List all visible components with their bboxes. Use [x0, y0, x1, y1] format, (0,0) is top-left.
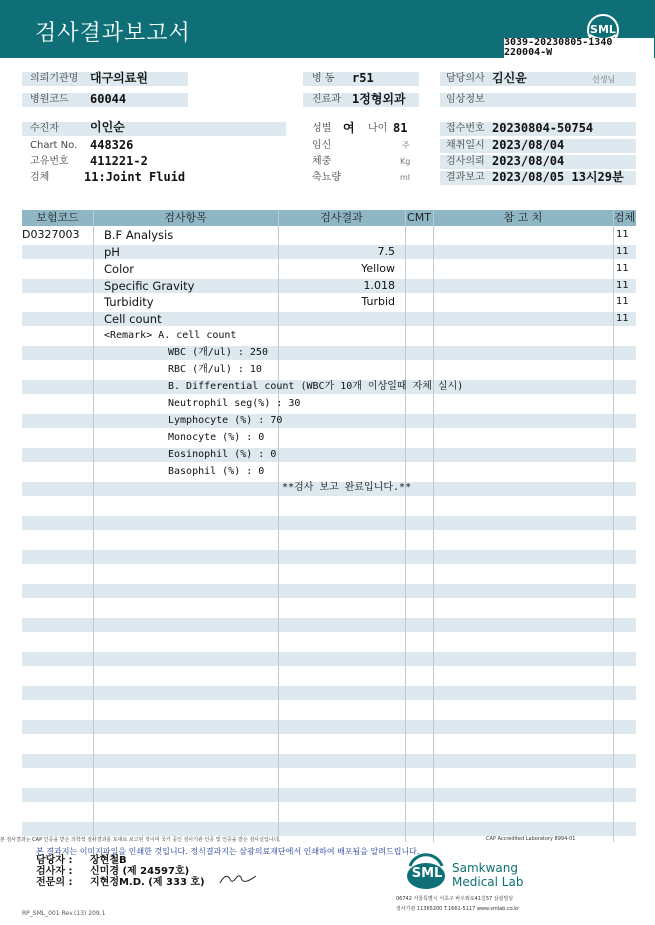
weight-unit: Kg [400, 157, 411, 166]
header-code: 보험코드 [36, 211, 79, 224]
col-divider [433, 210, 434, 842]
hospital-code-value: 60044 [90, 92, 127, 106]
lab-contact: 검사기관 11365200 T.1661-5117 www.smlab.co.kr [396, 906, 520, 912]
department-value: 1정형외과 [352, 92, 406, 106]
weight-label: 체중 [312, 156, 332, 167]
hospital-code-label: 병원코드 [30, 94, 69, 105]
remark-line: WBC (개/ul) : 250 [168, 347, 268, 358]
id-label: 고유번호 [30, 156, 69, 167]
signer-name: 장현철B [90, 855, 127, 866]
remark-line: Neutrophil seg(%) : 30 [168, 398, 301, 409]
col-divider [278, 210, 279, 842]
ward-value: r51 [352, 71, 374, 85]
report-reference: 3039-20230805-1340 220004-W [504, 38, 654, 58]
form-revision: RP_SML_001 Rev.(13) 209.1 [22, 910, 106, 917]
institution-value: 대구의료원 [90, 71, 148, 85]
patient-value: 이인순 [90, 120, 125, 134]
row-code: D0327003 [22, 228, 80, 241]
brand-name-line1: Samkwang [452, 861, 518, 875]
sex-label: 성별 [312, 123, 332, 134]
header-result: 검사결과 [320, 211, 363, 224]
table-stripe [22, 788, 636, 802]
row-result: Yellow [361, 262, 395, 275]
row-seq: 11 [616, 229, 629, 240]
ward-label: 병 동 [312, 73, 335, 84]
remark-line: Lymphocyte (%) : 70 [168, 415, 283, 426]
cap-note: CAP Accredited Laboratory 8994-01 [486, 836, 576, 842]
row-result: 7.5 [377, 245, 395, 258]
col-divider [613, 210, 614, 842]
doctor-suffix: 선생님 [592, 75, 616, 84]
patient-label: 수진자 [30, 123, 59, 134]
id-value: 411221-2 [90, 154, 148, 168]
table-stripe [22, 414, 636, 428]
age-label: 나이 [368, 123, 388, 134]
doctor-value: 김신윤 [492, 71, 527, 85]
receipt-label: 접수번호 [446, 123, 485, 134]
receipt-value: 20230804-50754 [492, 121, 594, 135]
table-stripe [22, 346, 636, 360]
pregnancy-label: 임신 [312, 140, 332, 151]
collected-value: 2023/08/04 [492, 138, 565, 152]
remark-line: Eosinophil (%) : 0 [168, 449, 277, 460]
row-seq: 11 [616, 296, 629, 307]
brand-name-line2: Medical Lab [452, 875, 524, 889]
lab-address: 06742 서울특별시 서초구 바우뫼로41길57 삼광빌딩 [396, 896, 514, 902]
signer-name: 신미경 (제 24597호) [90, 866, 190, 877]
reported-label: 결과보고 [446, 172, 485, 183]
specimen-label: 검체 [30, 172, 50, 183]
requested-label: 검사의뢰 [446, 156, 485, 167]
row-result: Turbid [361, 295, 395, 308]
signer-role: 전문의 : [36, 877, 73, 888]
table-stripe [22, 652, 636, 666]
row-name: Specific Gravity [104, 279, 195, 293]
collected-label: 채취일시 [446, 140, 485, 151]
header-item: 검사항목 [164, 211, 207, 224]
remark-line: RBC (개/ul) : 10 [168, 364, 262, 375]
row-name: Cell count [104, 312, 162, 326]
official-result-notice: 본 결과지는 이미지파일을 인쇄한 것입니다. 정식결과지는 삼광의료재단에서 인쇄하여 배포됨을 알려드립니다. [36, 847, 420, 856]
sex-value: 여 [343, 121, 355, 135]
signature-icon [218, 870, 258, 886]
remark-line: Monocyte (%) : 0 [168, 432, 265, 443]
header-specimen: 검체 [613, 211, 636, 224]
header-cmt: CMT [407, 211, 431, 224]
table-stripe [22, 822, 636, 836]
pregnancy-unit: 주 [402, 141, 410, 150]
row-seq: 11 [616, 246, 629, 257]
header-reference: 참 고 치 [503, 211, 543, 224]
chart-label: Chart No. [30, 140, 78, 151]
signer-role: 담당자 : [36, 855, 73, 866]
specimen-value: 11:Joint Fluid [84, 170, 186, 184]
table-stripe [22, 686, 636, 700]
row-name: Turbidity [104, 295, 154, 309]
clinical-label: 임상정보 [446, 94, 485, 105]
doctor-label: 담당의사 [446, 73, 485, 84]
table-stripe [22, 448, 636, 462]
row-name: Color [104, 262, 135, 276]
remark-line: Basophil (%) : 0 [168, 466, 265, 477]
department-label: 진료과 [312, 94, 341, 105]
institution-label: 의뢰기관명 [30, 73, 79, 84]
sml-brand-logo-text: SML [411, 866, 443, 881]
table-stripe [22, 618, 636, 632]
report-title: 검사결과보고서 [35, 21, 191, 46]
table-stripe [22, 516, 636, 530]
col-divider [405, 210, 406, 842]
accreditation-note: 본 검사결과는 CAP 인증을 받은 의학적 검사결과를 토대로 보고된 것이며 국가 공인 검사기관 인증 및 인증을 받은 검사실입니다. [0, 837, 281, 843]
chart-value: 448326 [90, 138, 134, 152]
row-seq: 11 [616, 313, 629, 324]
sml-logo-text: SML [590, 23, 616, 36]
col-divider [93, 210, 94, 842]
table-stripe [22, 550, 636, 564]
urine-label: 축뇨량 [312, 172, 341, 183]
row-name: pH [104, 245, 120, 259]
patient-bar [22, 122, 286, 136]
table-stripe [22, 754, 636, 768]
table-stripe [22, 720, 636, 734]
row-result: 1.018 [363, 279, 395, 292]
reported-value: 2023/08/05 13시29분 [492, 170, 624, 184]
signer-name: 지현정M.D. (제 333 호) [90, 877, 205, 888]
table-stripe [22, 584, 636, 598]
report-complete-message: **검사 보고 완료입니다.** [282, 482, 412, 493]
age-value: 81 [393, 121, 408, 135]
remark-line: B. Differential count (WBC가 10개 이상일때 자체 실시) [168, 381, 464, 392]
signer-role: 검사자 : [36, 866, 73, 877]
row-seq: 11 [616, 263, 629, 274]
row-seq: 11 [616, 280, 629, 291]
remark-line: <Remark> A. cell count [104, 330, 237, 341]
urine-unit: ml [400, 173, 411, 182]
requested-value: 2023/08/04 [492, 154, 565, 168]
row-name: B.F Analysis [104, 228, 174, 242]
